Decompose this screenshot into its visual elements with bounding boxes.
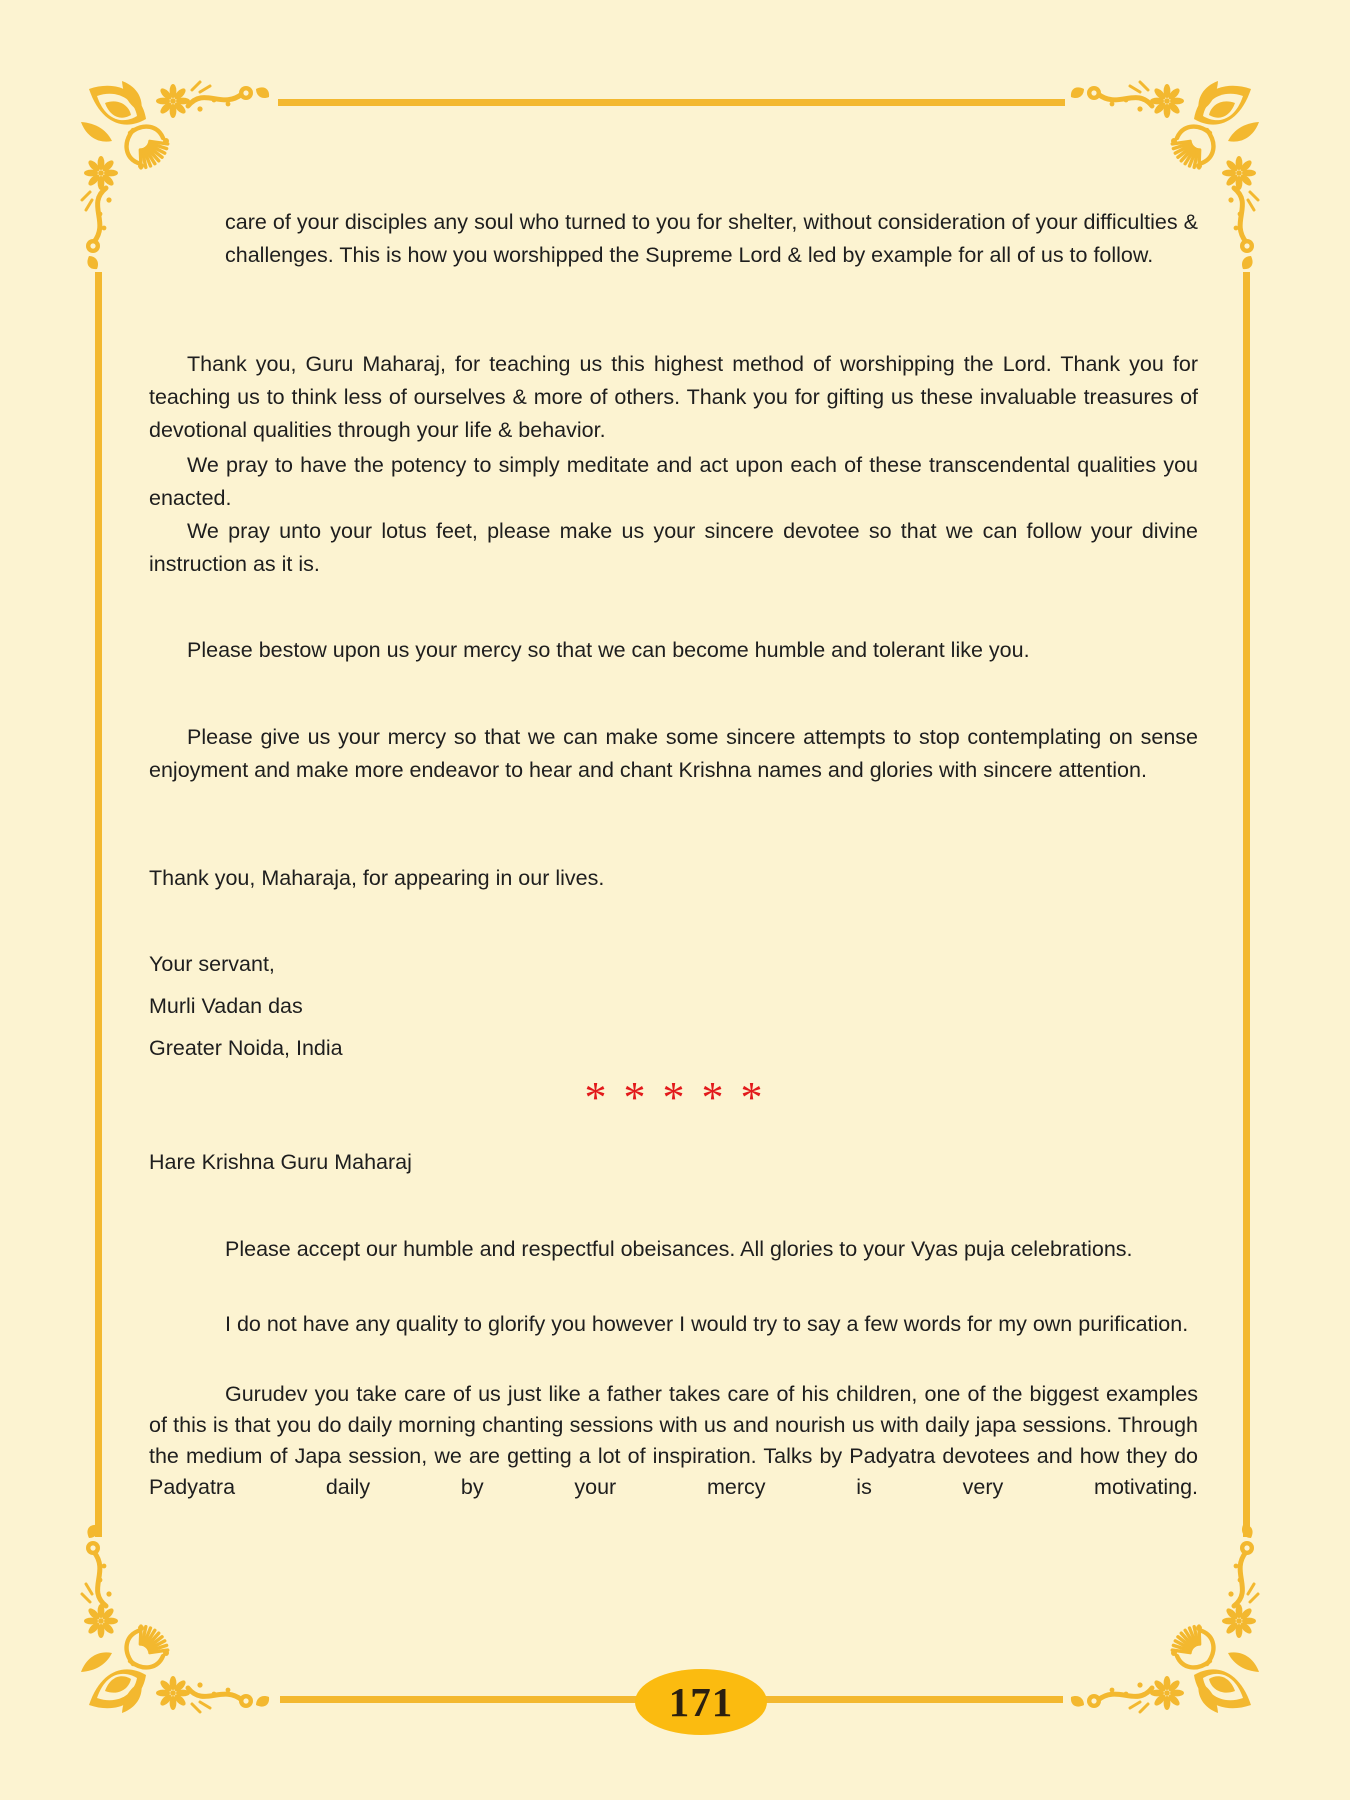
- letter-continuation-paragraph: care of your disciples any soul who turned to you for shelter, without consideration of your difficulties & challenges. This is how you worshipped the Supreme Lord & led by example for all of us to follow.: [225, 210, 1198, 267]
- letter-paragraph: Gurudev you take care of us just like a father takes care of his children, one of the biggest examples of this is that you do daily morning chanting sessions with us and nourish us with daily japa sessions. Through the medium of Japa session, we are getting a lot of inspiration. Talks by Padyatra devotees and how they do Padyatra daily by your mercy is very motivating.: [149, 1382, 1198, 1499]
- letter-paragraph: We pray to have the potency to simply meditate and act upon each of these transcendental qualities you enacted.: [149, 453, 1198, 510]
- floral-corner-ornament-top-right: [1064, 76, 1264, 276]
- signature-line: Murli Vadan das: [149, 994, 303, 1018]
- letter-paragraph: I do not have any quality to glorify you however I would try to say a few words for my own purification.: [225, 1312, 1189, 1336]
- frame-line-right: [1243, 272, 1250, 1537]
- frame-line-left: [95, 272, 102, 1537]
- floral-corner-ornament-bottom-right: [1064, 1518, 1264, 1718]
- signature-line: Your servant,: [149, 952, 275, 976]
- frame-line-top: [278, 99, 1065, 106]
- letter-paragraph: Please bestow upon us your mercy so that we can become humble and tolerant like you.: [187, 638, 1030, 662]
- letter-paragraph: Please accept our humble and respectful obeisances. All glories to your Vyas puja celebrations.: [225, 1237, 1133, 1261]
- asterisk-separator: * * * * *: [584, 1073, 766, 1122]
- letter-paragraph: We pray unto your lotus feet, please make us your sincere devotee so that we can follow your divine instruction as it is.: [149, 519, 1198, 576]
- floral-corner-ornament-bottom-left: [76, 1518, 276, 1718]
- floral-corner-ornament-top-left: [76, 76, 276, 276]
- signature-line: Greater Noida, India: [149, 1036, 343, 1060]
- page-number: 171: [668, 1679, 734, 1725]
- page-number-badge: [635, 1669, 767, 1735]
- closing-line: Thank you, Maharaja, for appearing in our lives.: [149, 866, 605, 890]
- salutation: Hare Krishna Guru Maharaj: [149, 1150, 412, 1174]
- letter-paragraph: Thank you, Guru Maharaj, for teaching us this highest method of worshipping the Lord. Thank you for teaching us to think less of ourselves & more of others. Thank you for gifting us these invaluable treasures of devotional qualities through your life & behavior.: [149, 352, 1198, 442]
- letter-paragraph: Please give us your mercy so that we can make some sincere attempts to stop contemplating on sense enjoyment and make more endeavor to hear and chant Krishna names and glories with sincere attention.: [149, 725, 1198, 782]
